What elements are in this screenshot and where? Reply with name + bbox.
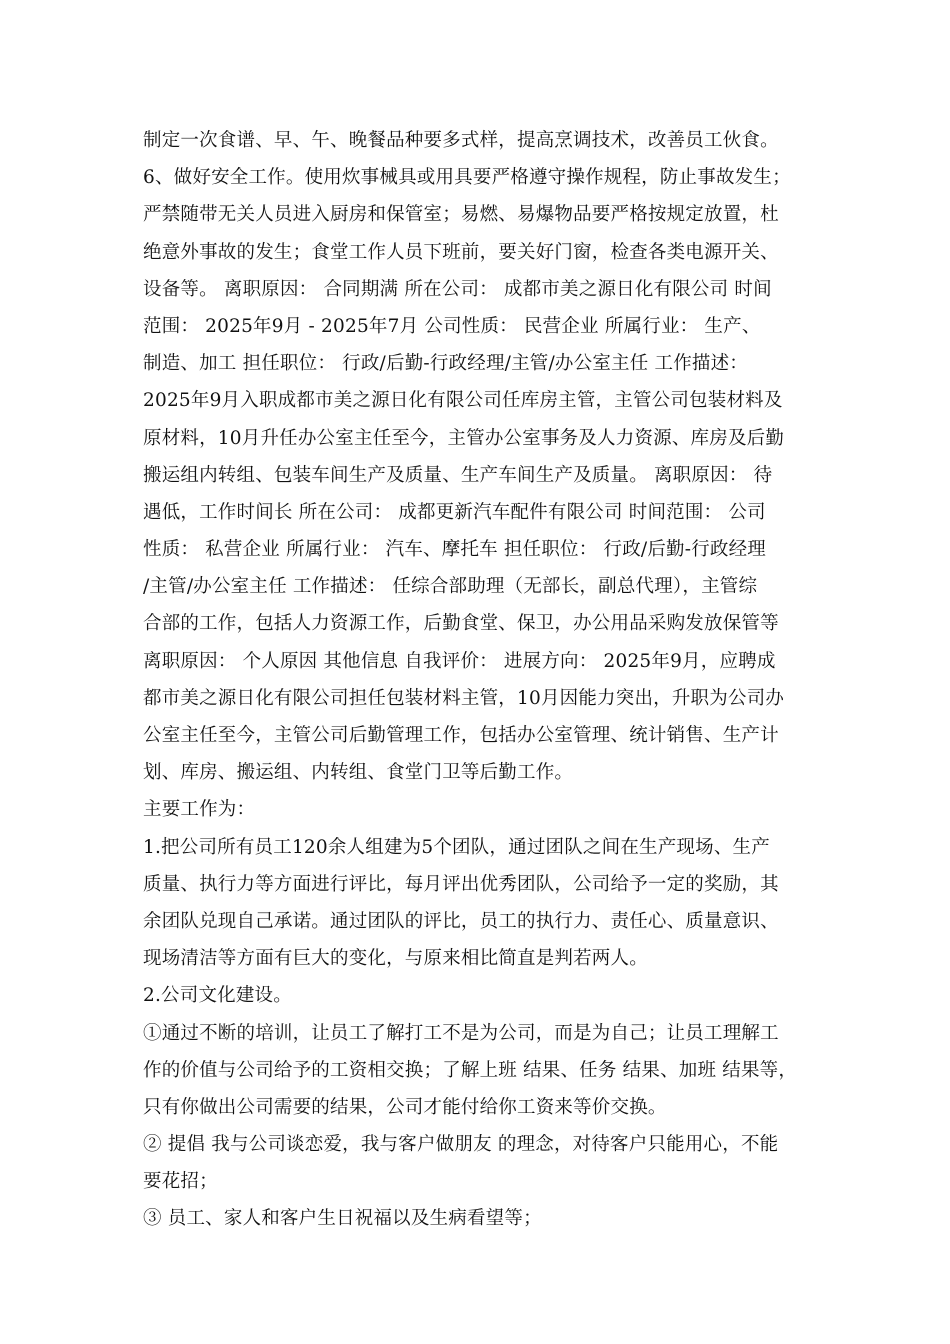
text-line: 现场清洁等方面有巨大的变化，与原来相比简直是判若两人。 [143, 948, 648, 970]
text-line: 遇低，工作时间长 所在公司： 成都更新汽车配件有限公司 时间范围： 公司 [143, 501, 766, 523]
text-line: ② 提倡 我与公司谈恋爱，我与客户做朋友 的理念，对待客户只能用心，不能 [143, 1134, 779, 1156]
text-line: 划、库房、搬运组、内转组、食堂门卫等后勤工作。 [143, 762, 574, 784]
text-line: 都市美之源日化有限公司担任包装材料主管，10月因能力突出，升职为公司办 [143, 687, 785, 709]
text-line: 性质： 私营企业 所属行业： 汽车、摩托车 担任职位： 行政/后勤-行政经理 [143, 539, 766, 561]
text-line: 质量、执行力等方面进行评比，每月评出优秀团队，公司给予一定的奖励，其 [143, 873, 779, 895]
text-line: 搬运组内转组、包装车间生产及质量、生产车间生产及质量。 离职原因： 待 [143, 464, 773, 486]
text-line: 范围： 2025年9月 - 2025年7月 公司性质： 民营企业 所属行业： 生产、 [143, 315, 761, 337]
text-line: 1.把公司所有员工120余人组建为5个团队，通过团队之间在生产现场、生产 [143, 836, 770, 858]
text-line: 设备等。 离职原因： 合同期满 所在公司： 成都市美之源日化有限公司 时间 [143, 278, 772, 300]
text-line: 合部的工作，包括人力资源工作，后勤食堂、保卫，办公用品采购发放保管等 [143, 613, 779, 635]
text-line: 6、做好安全工作。使用炊事械具或用具要严格遵守操作规程，防止事故发生； [143, 167, 791, 189]
text-line: 只有你做出公司需要的结果，公司才能付给你工资来等价交换。 [143, 1096, 667, 1118]
text-line: 2025年9月入职成都市美之源日化有限公司任库房主管，主管公司包装材料及 [143, 390, 783, 412]
text-line: 原材料，10月升任办公室主任至今，主管办公室事务及人力资源、库房及后勤 [143, 427, 785, 449]
text-line: 2.公司文化建设。 [143, 985, 292, 1007]
text-line: 余团队兑现自己承诺。通过团队的评比，员工的执行力、责任心、质量意识、 [143, 910, 779, 932]
text-line: 要花招； [143, 1171, 218, 1193]
text-line: 制造、加工 担任职位： 行政/后勤-行政经理/主管/办公室主任 工作描述： [143, 353, 748, 375]
text-line: 离职原因： 个人原因 其他信息 自我评价： 进展方向： 2025年9月，应聘成 [143, 650, 776, 672]
text-line: 制定一次食谱、早、午、晚餐品种要多式样，提高烹调技术，改善员工伙食。 [143, 130, 779, 151]
text-line: 绝意外事故的发生；食堂工作人员下班前，要关好门窗，检查各类电源开关、 [143, 241, 779, 263]
document-body [143, 122, 815, 1238]
text-line: 严禁随带无关人员进入厨房和保管室；易燃、易爆物品要严格按规定放置，杜 [143, 204, 779, 226]
text-line: 主要工作为： [143, 799, 256, 821]
text-line: /主管/办公室主任 工作描述： 任综合部助理（无部长，副总代理），主管综 [143, 576, 758, 598]
text-line: ③ 员工、家人和客户生日祝福以及生病看望等； [143, 1208, 542, 1230]
text-line: ①通过不断的培训，让员工了解打工不是为公司，而是为自己；让员工理解工 [143, 1022, 779, 1044]
text-line: 公室主任至今，主管公司后勤管理工作，包括办公室管理、统计销售、生产计 [143, 725, 779, 746]
text-line: 作的价值与公司给予的工资相交换；了解上班 结果、任务 结果、加班 结果等， [143, 1059, 798, 1081]
